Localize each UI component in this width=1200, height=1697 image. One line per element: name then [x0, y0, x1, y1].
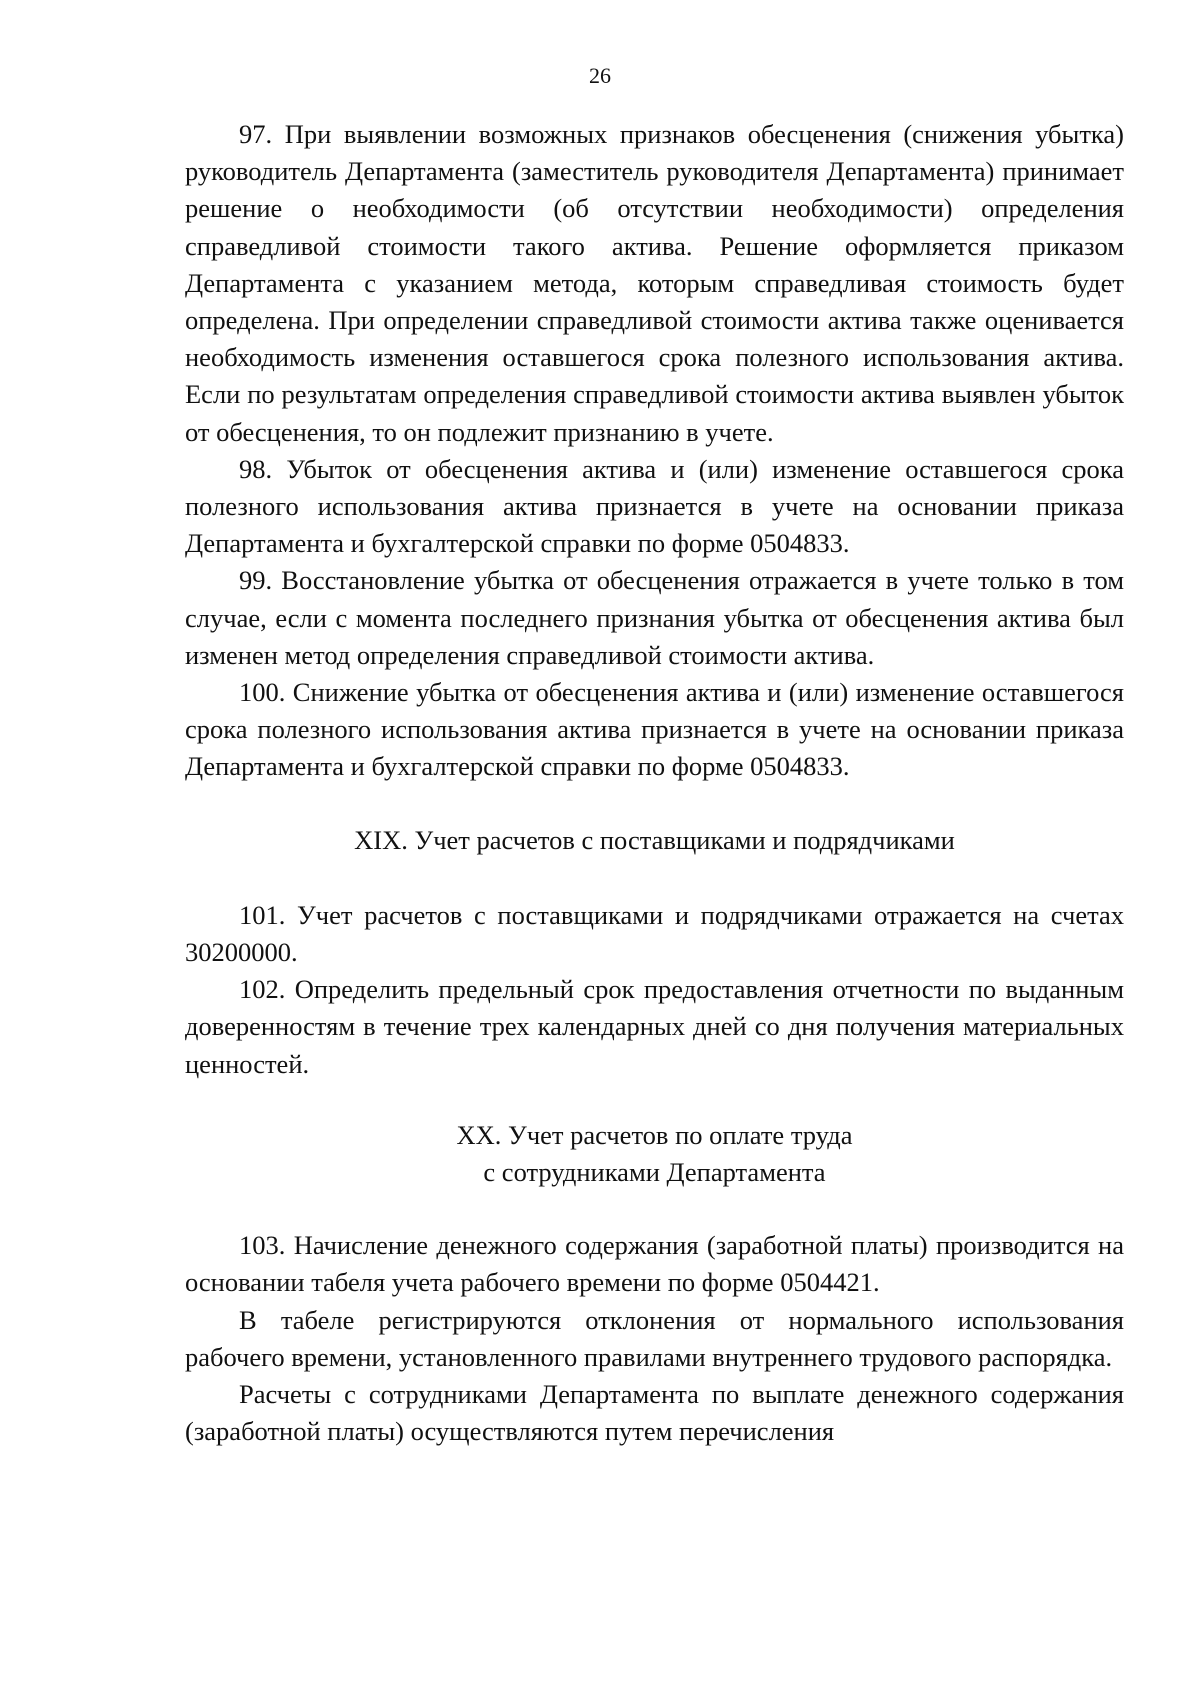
paragraph-103-payments: Расчеты с сотрудниками Департамента по выплате денежного содержания (заработной платы) осуществляются путем перечисления	[185, 1379, 1124, 1447]
paragraph-99: 99. Восстановление убытка от обесценения отражается в учете только в том случае, если с момента последнего признания убытка от обесценения актива был изменен метод определения справедливой стоимости актива.	[185, 565, 1124, 670]
paragraph-100: 100. Снижение убытка от обесценения актива и (или) изменение оставшегося срока полезного использования актива признается в учете на основании приказа Департамента и бухгалтерской справки по форме 0504833.	[185, 677, 1124, 782]
section-heading-xix: XIX. Учет расчетов с поставщиками и подрядчиками	[354, 824, 955, 855]
paragraph-97: 97. При выявлении возможных признаков обесценения (снижения убытка) руководитель Департамента (заместитель руководителя Департамента) принимает решение о необходимости (об отсутствии необходимости) определения справедливой стоимости такого актива. Решение оформляется приказом Департамента с указанием метода, которым справедливая стоимость будет определена. При определении справедливой стоимости актива также оценивается необходимость изменения оставшегося срока полезного использования актива. Если по результатам определения справедливой стоимости актива выявлен убыток от обесценения, то он подлежит признанию в учете.	[185, 119, 1124, 447]
paragraph-103-timesheet: В табеле регистрируются отклонения от нормального использования рабочего времени, установленного правилами внутреннего трудового распорядка.	[185, 1304, 1124, 1372]
paragraph-103: 103. Начисление денежного содержания (заработной платы) производится на основании табеля учета рабочего времени по форме 0504421.	[185, 1230, 1124, 1298]
section-heading-xx-line2: с сотрудниками Департамента	[483, 1157, 826, 1188]
page-number: 26	[589, 63, 611, 88]
section-heading-xx	[185, 1117, 1124, 1191]
section-heading-xx-line1: XX. Учет расчетов по оплате труда	[456, 1119, 853, 1150]
paragraph-98: 98. Убыток от обесценения актива и (или) изменение оставшегося срока полезного использования актива признается в учете на основании приказа Департамента и бухгалтерской справки по форме 0504833.	[185, 453, 1124, 559]
document-body	[185, 116, 1124, 1451]
paragraph-101: 101. Учет расчетов с поставщиками и подрядчиками отражается на счетах 30200000.	[185, 899, 1124, 968]
paragraph-102: 102. Определить предельный срок предоставления отчетности по выданным доверенностям в течение трех календарных дней со дня получения материальных ценностей.	[185, 974, 1124, 1079]
